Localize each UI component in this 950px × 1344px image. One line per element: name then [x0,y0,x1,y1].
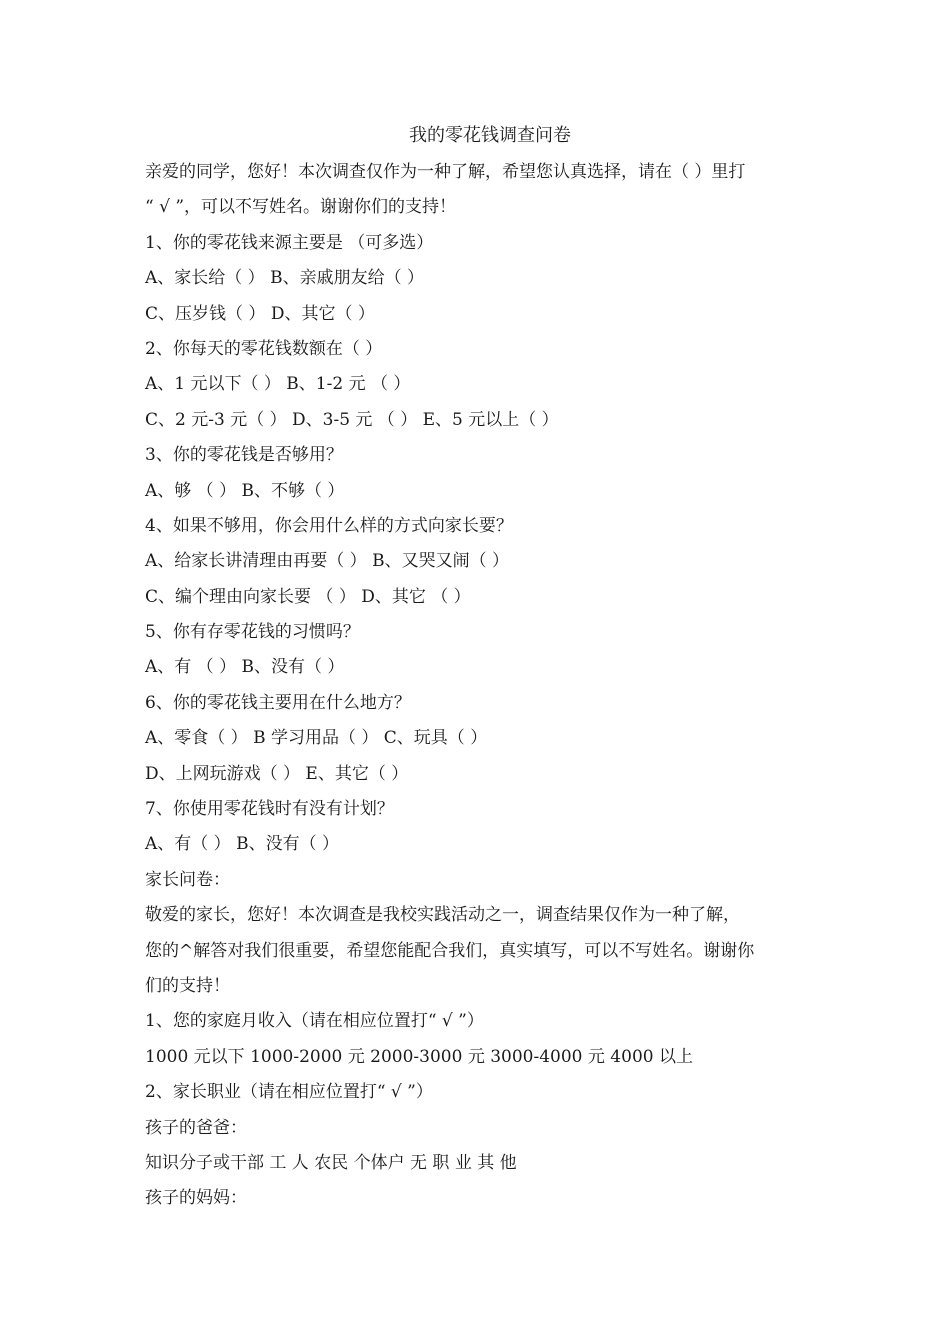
question-2-options-ab: A、1 元以下（ ） B、1-2 元 （ ） [145,374,411,395]
question-7: 7、你使用零花钱时有没有计划？ [145,799,394,820]
question-1-options-cd: C、压岁钱（ ） D、其它（ ） [145,303,375,324]
occupation-options: 知识分子或干部 工 人 农民 个体户 无 职 业 其 他 [145,1152,517,1173]
question-1-options-ab: A、家长给（ ） B、亲戚朋友给（ ） [145,268,424,289]
parent-intro-line-2: 您的^解答对我们很重要，希望您能配合我们，真实填写，可以不写姓名。谢谢你 [145,940,755,961]
document-title: 我的零花钱调查问卷 [409,125,571,146]
intro-line-1: 亲爱的同学，您好！本次调查仅作为一种了解，希望您认真选择，请在（ ）里打 [145,162,746,182]
question-6-options-abc: A、零食（ ） B 学习用品（ ） C、玩具（ ） [145,728,488,749]
question-2-options-cde: C、2 元-3 元（ ） D、3-5 元 （ ） E、5 元以上（ ） [145,409,559,430]
questionnaire-body [145,160,813,1222]
mother-label: 孩子的妈妈： [145,1188,247,1209]
question-4-options-cd: C、编个理由向家长要 （ ） D、其它 （ ） [145,586,471,607]
parent-question-1: 1、您的家庭月收入（请在相应位置打“ √ ”） [145,1011,484,1032]
question-4: 4、如果不够用，你会用什么样的方式向家长要？ [145,515,513,536]
question-5: 5、你有存零花钱的习惯吗？ [145,622,360,643]
question-1: 1、你的零花钱来源主要是 （可多选） [145,232,434,253]
parent-section-heading: 家长问卷： [145,869,230,890]
parent-intro-line-1: 敬爱的家长，您好！本次调查是我校实践活动之一，调查结果仅作为一种了解， [145,905,740,926]
question-3-options: A、够 （ ） B、不够（ ） [145,480,345,501]
intro-line-2: “ √ ”，可以不写姓名。谢谢你们的支持！ [145,197,457,218]
question-4-options-ab: A、给家长讲清理由再要（ ） B、又哭又闹（ ） [145,551,509,572]
question-2: 2、你每天的零花钱数额在（ ） [145,338,383,359]
question-6-options-de: D、上网玩游戏（ ） E、其它（ ） [145,763,409,784]
parent-question-2: 2、家长职业（请在相应位置打“ √ ”） [145,1082,433,1103]
parent-intro-line-3: 们的支持！ [145,975,230,996]
question-5-options: A、有 （ ） B、没有（ ） [145,657,345,678]
question-6: 6、你的零花钱主要用在什么地方？ [145,692,411,713]
father-label: 孩子的爸爸： [145,1117,247,1138]
question-3: 3、你的零花钱是否够用？ [145,445,343,466]
parent-question-1-options: 1000 元以下 1000-2000 元 2000-3000 元 3000-4000 元 4000 以上 [145,1046,693,1067]
question-7-options: A、有（ ） B、没有（ ） [145,834,339,855]
